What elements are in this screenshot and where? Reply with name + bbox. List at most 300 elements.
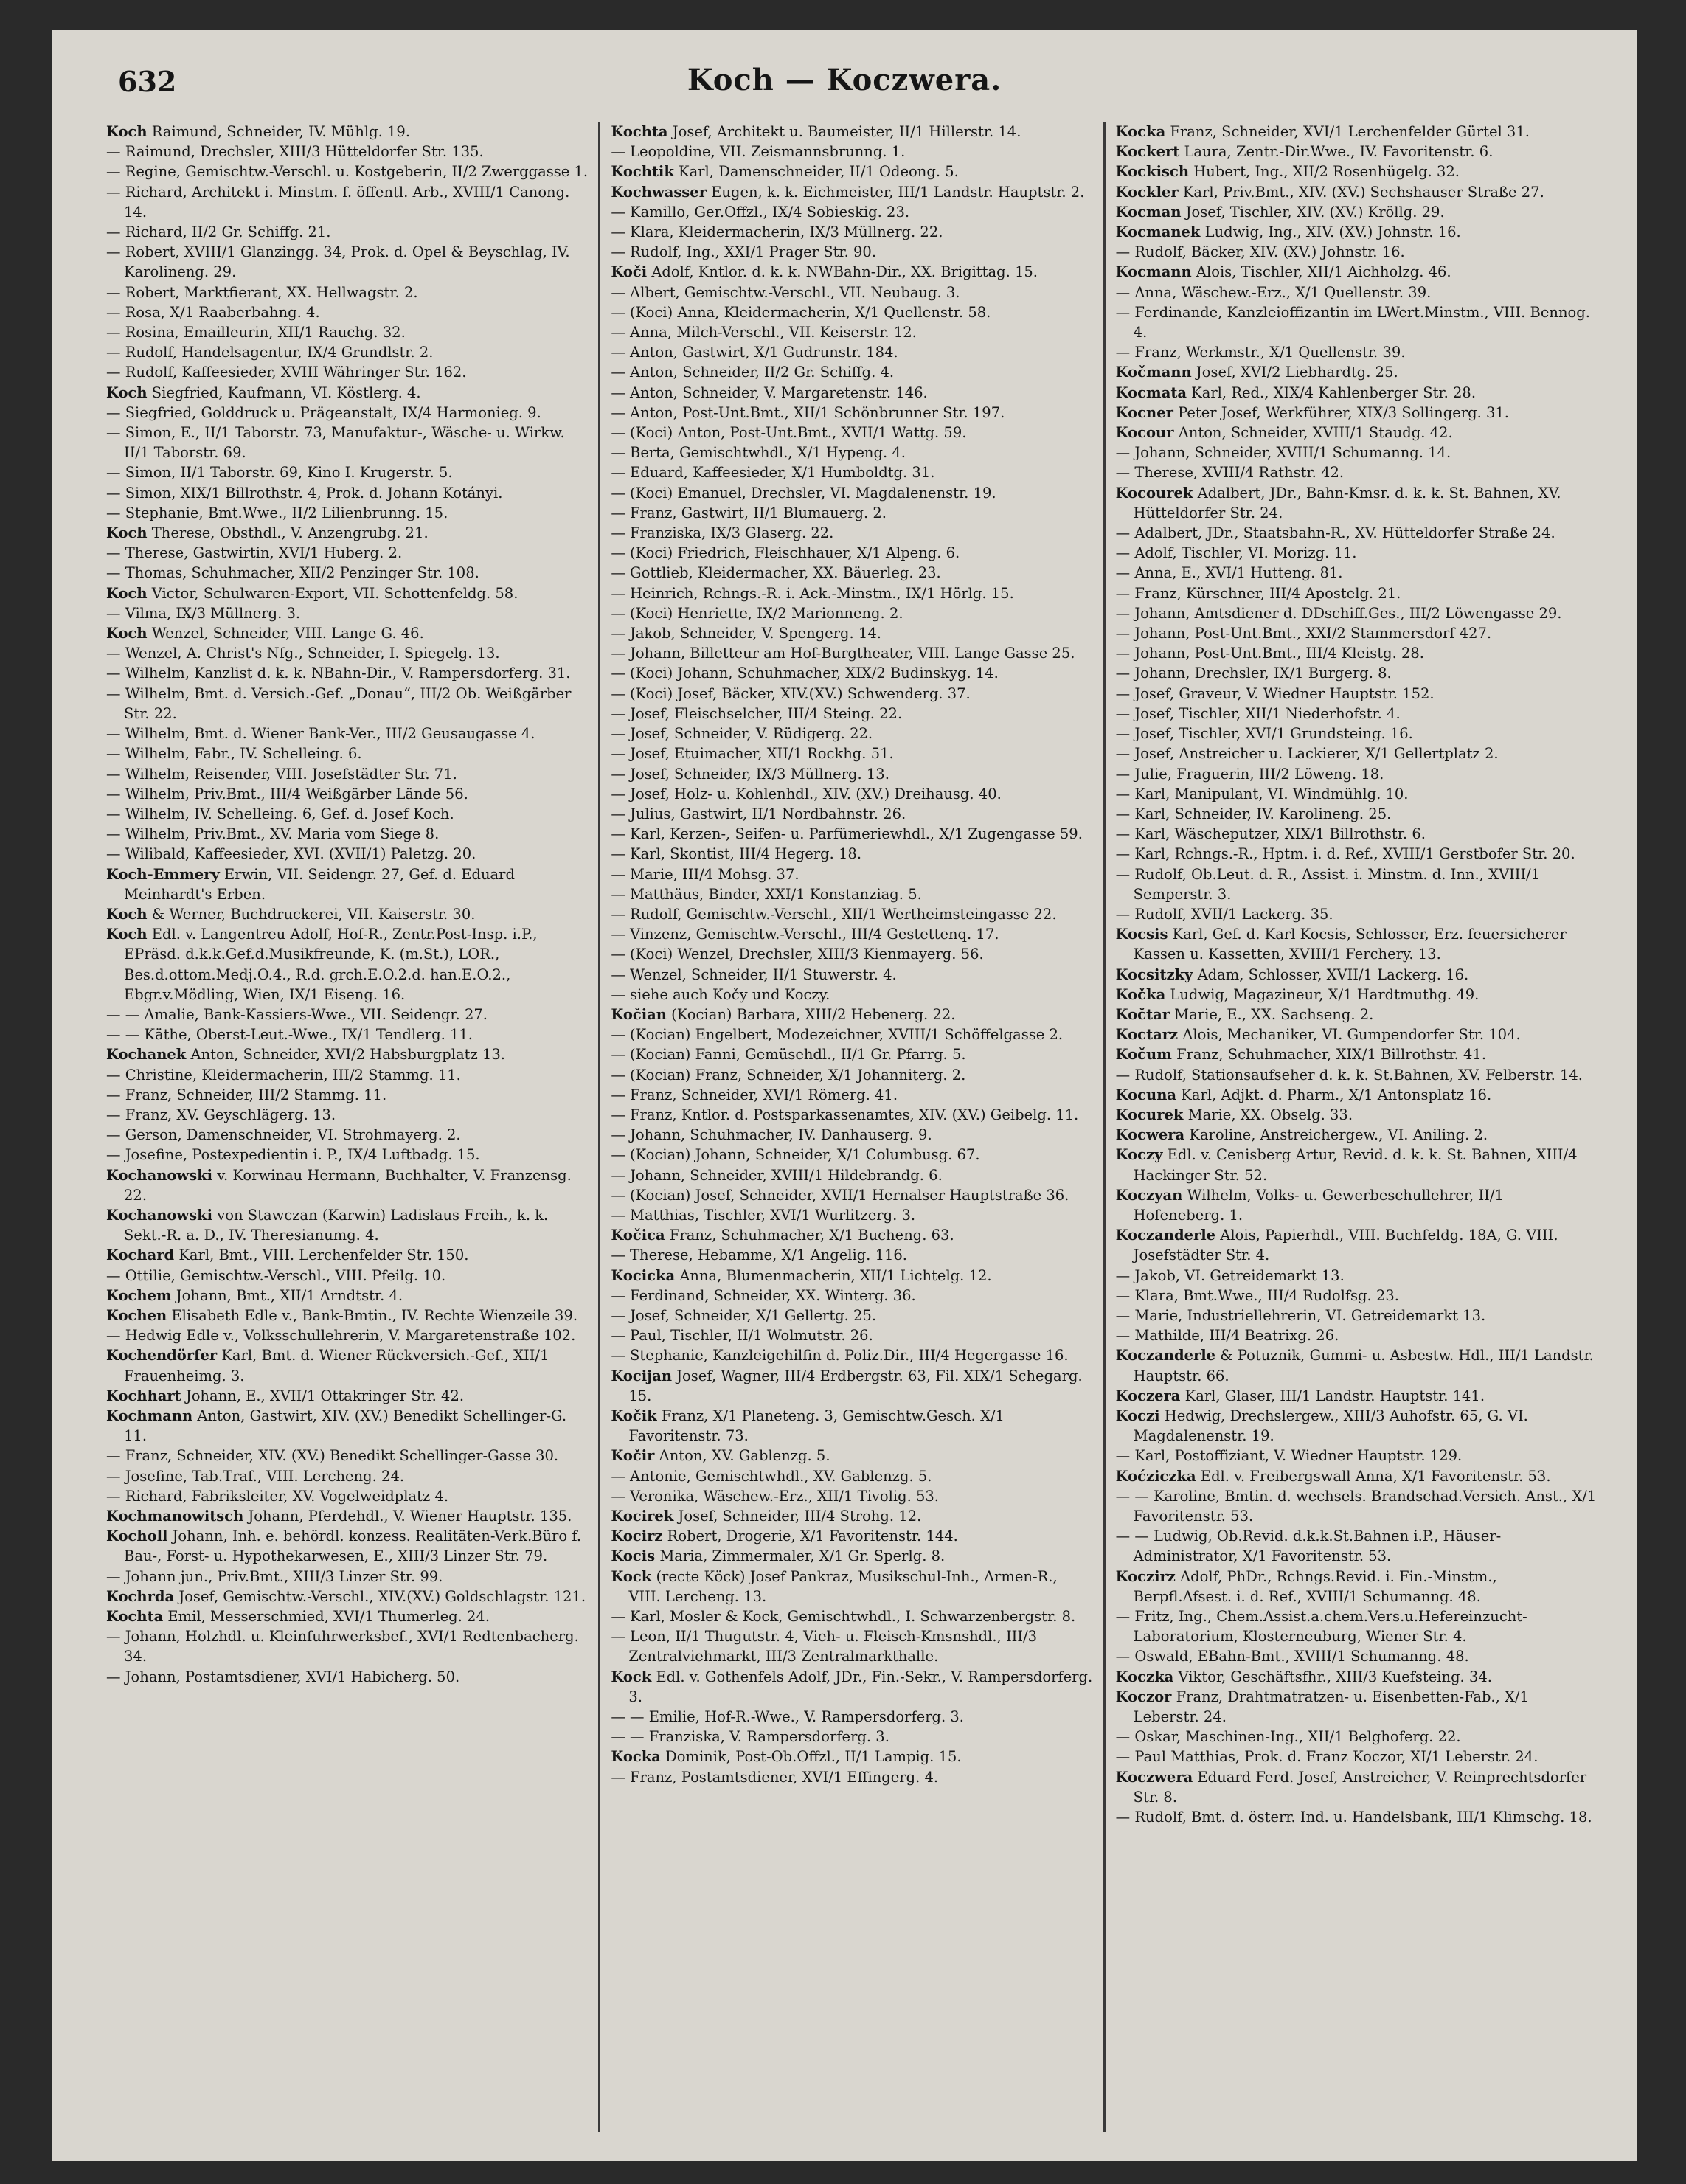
directory-entry — [611, 1306, 1092, 1325]
entry-text: Alois, Mechaniker, VI. Gumpendorfer Str. 104. — [1178, 1026, 1521, 1044]
directory-entry — [611, 242, 1092, 262]
directory-entry — [611, 222, 1092, 242]
directory-entry — [1116, 704, 1597, 724]
entry-text: — Rudolf, Ob.Leut. d. R., Assist. i. Minstm. d. Inn., XVIII/1 Semperstr. 3. — [1115, 865, 1541, 903]
directory-entry — [106, 423, 588, 462]
directory-entry — [106, 1165, 588, 1205]
entry-text: — Franz, Schneider, III/2 Stammg. 11. — [106, 1086, 387, 1103]
directory-entry — [611, 1025, 1092, 1044]
directory-entry — [611, 884, 1092, 904]
directory-entry — [611, 784, 1092, 804]
entry-text: — Josef, Anstreicher u. Lackierer, X/1 Gellertplatz 2. — [1115, 745, 1499, 763]
directory-entry — [611, 1626, 1092, 1666]
entry-text: — Karl, Wäscheputzer, XIX/1 Billrothstr. 6. — [1115, 825, 1426, 843]
directory-entry — [106, 623, 588, 643]
entry-text: Alois, Tischler, XII/1 Aichholzg. 46. — [1191, 263, 1451, 281]
entry-text: — Franz, Schneider, XIV. (XV.) Benedikt Schellinger-Gasse 30. — [106, 1447, 559, 1465]
entry-text: — Ottilie, Gemischtw.-Verschl., VIII. Pfeilg. 10. — [106, 1266, 446, 1284]
entry-text: — (Koci) Josef, Bäcker, XIV.(XV.) Schwenderg. 37. — [611, 684, 971, 702]
directory-entry — [106, 322, 588, 342]
directory-entry — [1116, 302, 1597, 342]
entry-text: von Stawczan (Karwin) Ladislaus Freih., k. k. Sekt.-R. a. D., IV. Theresianumg. 4. — [124, 1206, 549, 1244]
entry-text: — Johann, Schneider, XVIII/1 Schumanng. 14. — [1115, 444, 1451, 462]
entry-text: — Josef, Schneider, IX/3 Müllnerg. 13. — [611, 765, 889, 783]
directory-entry — [611, 1005, 1092, 1025]
entry-surname: Kočum — [1115, 1046, 1172, 1064]
directory-entry — [1116, 643, 1597, 663]
entry-surname: Kochanowski — [106, 1166, 213, 1184]
directory-entry — [106, 1626, 588, 1666]
entry-text: — Karl, Manipulant, VI. Windmühlg. 10. — [1115, 785, 1409, 802]
directory-entry — [1116, 743, 1597, 763]
directory-entry — [1116, 764, 1597, 784]
directory-entry — [106, 1587, 588, 1606]
entry-text: — Rudolf, XVII/1 Lackerg. 35. — [1115, 905, 1333, 923]
entry-surname: Kocmanek — [1115, 223, 1201, 241]
entry-text: Dominik, Post-Ob.Offzl., II/1 Lampig. 15. — [660, 1748, 962, 1766]
entry-surname: Kochanowski — [106, 1206, 213, 1224]
entry-text: — Rudolf, Kaffeesieder, XVIII Währinger Str. 162. — [106, 364, 467, 381]
entry-surname: Kochem — [106, 1286, 172, 1304]
entry-text: Siegfried, Kaufmann, VI. Köstlerg. 4. — [147, 384, 421, 401]
entry-text: — — Ludwig, Ob.Revid. d.k.k.St.Bahnen i.P., Häuser-Administrator, X/1 Favoritenstr. 53. — [1115, 1528, 1502, 1565]
column-3 — [1103, 122, 1608, 2132]
entry-text: — Anna, E., XVI/1 Hutteng. 81. — [1115, 564, 1343, 582]
entry-text: — Oswald, EBahn-Bmt., XVIII/1 Schumanng. 48. — [1115, 1648, 1469, 1665]
entry-text: — Klara, Kleidermacherin, IX/3 Müllnerg. 22. — [611, 223, 943, 241]
entry-surname: Kočmann — [1115, 364, 1192, 381]
directory-entry — [611, 1125, 1092, 1145]
entry-text: Alois, Papierhdl., VIII. Buchfeldg. 18A, G. VIII. Josefstädter Str. 4. — [1133, 1227, 1558, 1264]
entry-text: — Rudolf, Bmt. d. österr. Ind. u. Handelsbank, III/1 Klimschg. 18. — [1115, 1809, 1592, 1826]
entry-surname: Koczwera — [1115, 1768, 1193, 1786]
directory-entry — [106, 764, 588, 784]
entry-surname: Kocurek — [1115, 1106, 1184, 1123]
entry-text: Adolf, Kntlor. d. k. k. NWBahn-Dir., XX. Brigittag. 15. — [647, 263, 1038, 281]
entry-text: — Therese, Hebamme, X/1 Angelig. 116. — [611, 1247, 908, 1264]
entry-text: — Anna, Wäschew.-Erz., X/1 Quellenstr. 39. — [1115, 283, 1432, 301]
directory-entry — [611, 764, 1092, 784]
directory-entry — [1116, 403, 1597, 423]
entry-surname: Kochen — [106, 1306, 167, 1324]
directory-entry — [1116, 1486, 1597, 1526]
directory-entry — [611, 383, 1092, 403]
entry-text: — Wilhelm, Fabr., IV. Schelleing. 6. — [106, 745, 362, 763]
directory-entry — [1116, 1567, 1597, 1606]
entry-surname: Kochmanowitsch — [106, 1508, 244, 1525]
entry-surname: Koch — [106, 123, 148, 140]
entry-text: Anton, Schneider, XVIII/1 Staudg. 42. — [1173, 424, 1453, 442]
directory-entry — [106, 1266, 588, 1286]
entry-surname: Kocka — [1115, 123, 1166, 140]
directory-entry — [611, 1546, 1092, 1566]
directory-entry — [106, 904, 588, 924]
directory-entry — [611, 743, 1092, 763]
entry-text: — Gerson, Damenschneider, VI. Strohmayerg. 2. — [106, 1126, 461, 1144]
directory-entry — [1116, 1646, 1597, 1666]
directory-entry — [1116, 1225, 1597, 1265]
directory-entry — [611, 1165, 1092, 1185]
entry-text: — Wilhelm, Priv.Bmt., III/4 Weißgärber Lände 56. — [106, 785, 468, 802]
directory-entry — [611, 322, 1092, 342]
entry-surname: Kocirek — [611, 1508, 674, 1525]
directory-entry — [611, 523, 1092, 543]
directory-entry — [106, 122, 588, 142]
directory-entry — [1116, 462, 1597, 482]
directory-entry — [106, 1446, 588, 1466]
directory-entry — [1116, 844, 1597, 864]
directory-entry — [106, 1286, 588, 1306]
entry-text: — Franziska, IX/3 Glaserg. 22. — [611, 524, 834, 542]
entry-text: — Christine, Kleidermacherin, III/2 Stammg. 11. — [106, 1066, 461, 1084]
entry-text: — Julie, Fraguerin, III/2 Löweng. 18. — [1115, 765, 1384, 783]
entry-text: — Therese, XVIII/4 Rathstr. 42. — [1115, 464, 1345, 482]
entry-surname: Koch — [106, 384, 148, 401]
entry-text: — Karl, Skontist, III/4 Hegerg. 18. — [611, 845, 862, 863]
directory-entry — [106, 403, 588, 423]
entry-text: Johann, E., XVII/1 Ottakringer Str. 42. — [181, 1387, 465, 1404]
entry-text: — Karl, Mosler & Kock, Gemischtwhdl., I. Schwarzenbergstr. 8. — [611, 1608, 1076, 1626]
directory-entry — [611, 1145, 1092, 1165]
directory-entry — [611, 623, 1092, 643]
entry-text: Adam, Schlosser, XVII/1 Lackerg. 16. — [1193, 966, 1469, 983]
entry-surname: Kocsitzky — [1115, 966, 1193, 983]
directory-entry — [611, 462, 1092, 482]
entry-text: — Stephanie, Kanzleigehilfin d. Poliz.Dir., III/4 Hegergasse 16. — [611, 1347, 1069, 1365]
entry-surname: Kocijan — [611, 1367, 673, 1384]
entry-text: — Klara, Bmt.Wwe., III/4 Rudolfsg. 23. — [1115, 1286, 1399, 1304]
directory-entry — [1116, 1466, 1597, 1486]
entry-surname: Kocsis — [1115, 926, 1168, 943]
directory-entry — [1116, 965, 1597, 985]
entry-text: Marie, E., XX. Sachseng. 2. — [1169, 1005, 1374, 1023]
entry-text: — Josef, Tischler, XVI/1 Grundsteing. 16. — [1115, 725, 1413, 743]
directory-entry — [1116, 724, 1597, 743]
entry-text: Josef, XVI/2 Liebhardtg. 25. — [1191, 364, 1398, 381]
entry-text: — Wenzel, Schneider, II/1 Stuwerstr. 4. — [611, 966, 897, 983]
entry-text: — Rudolf, Bäcker, XIV. (XV.) Johnstr. 16. — [1115, 243, 1405, 261]
directory-entry — [106, 342, 588, 362]
directory-entry — [1116, 864, 1597, 904]
directory-entry — [106, 1526, 588, 1566]
entry-text: — Heinrich, Rchngs.-R. i. Ack.-Minstm., IX/1 Hörlg. 15. — [611, 584, 1014, 602]
entry-text: — Anna, Milch-Verschl., VII. Keiserstr. 12. — [611, 324, 917, 342]
entry-text: Emil, Messerschmied, XVI/1 Thumerleg. 24. — [163, 1608, 490, 1626]
entry-text: — Simon, XIX/1 Billrothstr. 4, Prok. d. Johann Kotányi. — [106, 484, 503, 502]
directory-entry — [611, 1085, 1092, 1105]
directory-entry — [1116, 603, 1597, 623]
entry-text: — Josef, Graveur, V. Wiedner Hauptstr. 152. — [1115, 684, 1435, 702]
directory-entry — [1116, 684, 1597, 704]
directory-entry — [1116, 443, 1597, 462]
directory-entry — [106, 162, 588, 181]
entry-surname: Koćziczka — [1115, 1467, 1196, 1485]
directory-entry — [106, 844, 588, 864]
directory-entry — [106, 1025, 588, 1044]
page-number: 632 — [118, 65, 177, 98]
directory-entry — [611, 1245, 1092, 1265]
directory-entry — [1116, 784, 1597, 804]
entry-surname: Koczanderle — [1115, 1227, 1216, 1244]
entry-text: — Johann, Schneider, XVIII/1 Hildebrandg. 6. — [611, 1166, 943, 1184]
directory-entry — [106, 1406, 588, 1446]
entry-surname: Kocner — [1115, 403, 1173, 421]
entry-surname: Koch — [106, 625, 148, 642]
entry-text: Edl. v. Freibergswall Anna, X/1 Favoritenstr. 53. — [1196, 1467, 1551, 1485]
entry-text: Ludwig, Ing., XIV. (XV.) Johnstr. 16. — [1200, 223, 1461, 241]
directory-entry — [611, 1727, 1092, 1747]
directory-entry — [106, 1085, 588, 1105]
entry-surname: Koch — [106, 584, 148, 602]
entry-text: — Rudolf, Gemischtw.-Verschl., XII/1 Wertheimsteingasse 22. — [611, 905, 1057, 923]
directory-entry — [1116, 342, 1597, 362]
entry-surname: Kochrda — [106, 1587, 175, 1605]
directory-entry — [611, 342, 1092, 362]
entry-text: — Marie, Industriellehrerin, VI. Getreidemarkt 13. — [1115, 1306, 1486, 1324]
entry-text: — Paul Matthias, Prok. d. Franz Koczor, XI/1 Leberstr. 24. — [1115, 1748, 1538, 1766]
directory-entry — [1116, 362, 1597, 382]
entry-text: — Simon, II/1 Taborstr. 69, Kino I. Krugerstr. 5. — [106, 464, 453, 482]
entry-text: — Marie, III/4 Mohsg. 37. — [611, 865, 799, 883]
entry-surname: Kochwasser — [611, 183, 707, 201]
entry-text: Anna, Blumenmacherin, XII/1 Lichtelg. 12. — [675, 1266, 992, 1284]
directory-entry — [611, 1667, 1092, 1707]
directory-entry — [106, 222, 588, 242]
directory-entry — [106, 483, 588, 503]
directory-entry — [1116, 1325, 1597, 1345]
entry-text: Anton, Schneider, XVI/2 Habsburgplatz 13. — [186, 1046, 505, 1064]
entry-surname: Koczirz — [1115, 1567, 1176, 1585]
entry-surname: Koči — [611, 263, 648, 281]
entry-surname: Koch — [106, 926, 148, 943]
directory-entry — [106, 724, 588, 743]
directory-entry — [1116, 1446, 1597, 1466]
directory-entry — [611, 924, 1092, 944]
entry-text: Karl, Glaser, III/1 Landstr. Hauptstr. 141. — [1180, 1387, 1485, 1404]
directory-entry — [611, 1225, 1092, 1245]
directory-entry — [611, 1286, 1092, 1306]
directory-entry — [106, 643, 588, 663]
directory-entry — [611, 182, 1092, 202]
directory-entry — [1116, 1727, 1597, 1747]
directory-entry — [611, 1526, 1092, 1546]
directory-entry — [1116, 1807, 1597, 1827]
entry-surname: Koctarz — [1115, 1026, 1179, 1044]
entry-surname: Kočik — [611, 1407, 657, 1424]
entry-text: — (Koci) Henriette, IX/2 Marionneng. 2. — [611, 604, 903, 622]
entry-text: — Vilma, IX/3 Müllnerg. 3. — [106, 604, 301, 622]
entry-text: — Karl, Kerzen-, Seifen- u. Parfümeriewhdl., X/1 Zugengasse 59. — [611, 825, 1083, 843]
entry-text: — (Kocian) Franz, Schneider, X/1 Johanniterg. 2. — [611, 1066, 966, 1084]
directory-entry — [611, 704, 1092, 724]
entry-surname: Kočian — [611, 1005, 667, 1023]
directory-entry — [611, 1506, 1092, 1526]
directory-entry — [611, 362, 1092, 382]
directory-entry — [611, 663, 1092, 683]
directory-entry — [1116, 1105, 1597, 1125]
directory-entry — [611, 443, 1092, 462]
directory-entry — [611, 262, 1092, 282]
directory-entry — [611, 844, 1092, 864]
entry-text: — Jakob, Schneider, V. Spengerg. 14. — [611, 625, 881, 642]
directory-entry — [1116, 162, 1597, 181]
directory-entry — [106, 1506, 588, 1526]
directory-entry — [611, 1567, 1092, 1606]
entry-text: — Johann, Schuhmacher, IV. Danhauserg. 9. — [611, 1126, 932, 1144]
entry-text: — Raimund, Drechsler, XIII/3 Hütteldorfer Str. 135. — [106, 143, 484, 161]
directory-entry — [106, 784, 588, 804]
directory-entry — [1116, 222, 1597, 242]
entry-text: — (Kocian) Engelbert, Modezeichner, XVIII/1 Schöffelgasse 2. — [611, 1026, 1064, 1044]
entry-text: Robert, Drogerie, X/1 Favoritenstr. 144. — [662, 1528, 958, 1545]
directory-entry — [611, 944, 1092, 964]
directory-entry — [106, 924, 588, 1005]
entry-text: Karoline, Anstreichergew., VI. Aniling. 2. — [1184, 1126, 1488, 1144]
directory-entry — [106, 1145, 588, 1165]
entry-text: — Johann, Post-Unt.Bmt., XXI/2 Stammersdorf 427. — [1115, 625, 1492, 642]
entry-text: Anton, XV. Gablenzg. 5. — [654, 1447, 830, 1465]
entry-text: Hubert, Ing., XII/2 Rosenhügelg. 32. — [1189, 163, 1460, 181]
entry-text: Karl, Adjkt. d. Pharm., X/1 Antonsplatz 16. — [1176, 1086, 1492, 1103]
directory-entry — [106, 362, 588, 382]
entry-text: — Eduard, Kaffeesieder, X/1 Humboldtg. 31. — [611, 464, 935, 482]
directory-entry — [1116, 282, 1597, 302]
entry-text: — Berta, Gemischtwhdl., X/1 Hypeng. 4. — [611, 444, 906, 462]
entry-text: — Josef, Fleischselcher, III/4 Steing. 22. — [611, 704, 903, 722]
entry-text: Erwin, VII. Seidengr. 27, Gef. d. Eduard Meinhardt's Erben. — [124, 865, 515, 903]
directory-entry — [1116, 1286, 1597, 1306]
directory-entry — [106, 503, 588, 523]
entry-surname: Kocis — [611, 1547, 656, 1565]
directory-entry — [1116, 1406, 1597, 1446]
column-1 — [96, 122, 598, 2132]
entry-surname: Kočka — [1115, 985, 1166, 1003]
entry-surname: Koch-Emmery — [106, 865, 220, 883]
entry-text: — Antonie, Gemischtwhdl., XV. Gablenzg. 5. — [611, 1467, 932, 1485]
entry-text: — (Koci) Johann, Schuhmacher, XIX/2 Budinskyg. 14. — [611, 665, 999, 682]
directory-entry — [106, 1205, 588, 1245]
entry-text: — Stephanie, Bmt.Wwe., II/2 Lilienbrunng. 15. — [106, 504, 448, 521]
entry-text: Franz, Drahtmatratzen- u. Eisenbetten-Fab., X/1 Leberstr. 24. — [1133, 1688, 1529, 1726]
directory-entry — [106, 563, 588, 583]
entry-text: — Johann, Billetteur am Hof-Burgtheater, VIII. Lange Gasse 25. — [611, 645, 1075, 662]
directory-entry — [106, 1606, 588, 1626]
directory-entry — [611, 1486, 1092, 1506]
directory-entry — [611, 423, 1092, 443]
entry-text: Eduard Ferd. Josef, Anstreicher, V. Reinprechtsdorfer Str. 8. — [1133, 1768, 1587, 1806]
entry-text: Josef, Tischler, XIV. (XV.) Kröllg. 29. — [1181, 203, 1445, 221]
entry-text: — Wilhelm, Bmt. d. Versich.-Gef. „Donau“, III/2 Ob. Weißgärber Str. 22. — [106, 684, 572, 722]
directory-entry — [611, 1325, 1092, 1345]
entry-text: (Kocian) Barbara, XIII/2 Hebenerg. 22. — [666, 1005, 956, 1023]
entry-text: — Rosa, X/1 Raaberbahng. 4. — [106, 303, 320, 321]
directory-entry — [611, 142, 1092, 162]
entry-text: — Wilhelm, Reisender, VIII. Josefstädter Str. 71. — [106, 765, 457, 783]
entry-text: Laura, Zentr.-Dir.Wwe., IV. Favoritenstr. 6. — [1179, 143, 1494, 161]
entry-text: — Veronika, Wäschew.-Erz., XII/1 Tivolig. 53. — [611, 1487, 939, 1505]
directory-entry — [611, 684, 1092, 704]
directory-entry — [106, 142, 588, 162]
entry-text: Ludwig, Magazineur, X/1 Hardtmuthg. 49. — [1165, 985, 1479, 1003]
entry-text: — Vinzenz, Gemischtw.-Verschl., III/4 Gestettenq. 17. — [611, 926, 999, 943]
entry-text: — Richard, Fabriksleiter, XV. Vogelweidplatz 4. — [106, 1487, 449, 1505]
directory-entry — [1116, 985, 1597, 1005]
entry-text: — (Koci) Anna, Kleidermacherin, X/1 Quellenstr. 58. — [611, 303, 991, 321]
directory-entry — [106, 302, 588, 322]
directory-entry — [106, 1306, 588, 1325]
entry-text: Karl, Gef. d. Karl Kocsis, Schlosser, Erz. feuersicherer Kassen u. Kassetten, XVIII/1 Ferchery. 13. — [1133, 926, 1567, 963]
column-2 — [598, 122, 1103, 2132]
entry-text: — Rudolf, Handelsagentur, IX/4 Grundlstr. 2. — [106, 344, 434, 361]
directory-entry — [611, 1345, 1092, 1365]
entry-text: — (Kocian) Johann, Schneider, X/1 Columbusg. 67. — [611, 1146, 980, 1164]
entry-text: — Robert, Marktfierant, XX. Hellwagstr. 2. — [106, 283, 418, 301]
entry-text: Adolf, PhDr., Rchngs.Revid. i. Fin.-Minstm., Berpfl.Afsest. i. d. Ref., XVIII/1 Schumanng. 48. — [1133, 1567, 1497, 1605]
entry-text: Edl. v. Cenisberg Artur, Revid. d. k. k. St. Bahnen, XIII/4 Hackinger Str. 52. — [1133, 1146, 1578, 1184]
directory-entry — [1116, 1025, 1597, 1044]
entry-text: Franz, Schuhmacher, X/1 Bucheng. 63. — [665, 1227, 954, 1244]
directory-entry — [1116, 142, 1597, 162]
entry-text: — Siegfried, Golddruck u. Prägeanstalt, IX/4 Harmonieg. 9. — [106, 403, 541, 421]
directory-entry — [106, 1386, 588, 1406]
entry-text: — Josef, Schneider, X/1 Gellertg. 25. — [611, 1306, 877, 1324]
directory-entry — [106, 242, 588, 282]
entry-text: — Kamillo, Ger.Offzl., IX/4 Sobieskig. 23. — [611, 203, 910, 221]
directory-entry — [611, 965, 1092, 985]
entry-text: Josef, Schneider, III/4 Strohg. 12. — [673, 1508, 922, 1525]
entry-text: — Josefine, Tab.Traf., VIII. Lercheng. 24. — [106, 1467, 405, 1485]
entry-surname: Kock — [611, 1668, 652, 1685]
entry-surname: Kocicka — [611, 1266, 676, 1284]
directory-entry — [611, 643, 1092, 663]
entry-text: Adalbert, JDr., Bahn-Kmsr. d. k. k. St. Bahnen, XV. Hütteldorfer Str. 24. — [1133, 484, 1561, 521]
entry-text: Franz, Schneider, XVI/1 Lerchenfelder Gürtel 31. — [1165, 123, 1530, 140]
directory-entry — [106, 1245, 588, 1265]
directory-entry — [611, 1205, 1092, 1225]
entry-text: — Adalbert, JDr., Staatsbahn-R., XV. Hütteldorfer Straße 24. — [1115, 524, 1555, 542]
directory-entry — [1116, 423, 1597, 443]
directory-entry — [611, 403, 1092, 423]
entry-text: Franz, Schuhmacher, XIX/1 Billrothstr. 41. — [1171, 1046, 1487, 1064]
directory-entry — [1116, 583, 1597, 603]
directory-entry — [611, 1446, 1092, 1466]
entry-text: Therese, Obsthdl., V. Anzengrubg. 21. — [147, 524, 429, 542]
entry-text: — Richard, II/2 Gr. Schiffg. 21. — [106, 223, 331, 241]
directory-entry — [106, 824, 588, 844]
entry-text: Marie, XX. Obselg. 33. — [1183, 1106, 1353, 1123]
entry-surname: Koczi — [1115, 1407, 1160, 1424]
entry-text: — (Koci) Friedrich, Fleischhauer, X/1 Alpeng. 6. — [611, 544, 960, 562]
entry-surname: Kockisch — [1115, 163, 1190, 181]
directory-entry — [106, 1466, 588, 1486]
directory-entry — [611, 282, 1092, 302]
directory-entry — [106, 663, 588, 683]
entry-text: — Ferdinand, Schneider, XX. Winterg. 36. — [611, 1286, 916, 1304]
directory-entry — [1116, 1185, 1597, 1225]
directory-entry — [1116, 1085, 1597, 1105]
entry-text: v. Korwinau Hermann, Buchhalter, V. Franzensg. 22. — [124, 1166, 572, 1204]
entry-text: Karl, Bmt. d. Wiener Rückversich.-Gef., XII/1 Frauenheimg. 3. — [124, 1347, 549, 1384]
directory-entry — [1116, 663, 1597, 683]
entry-text: — siehe auch Kočy und Koczy. — [611, 985, 830, 1003]
directory-entry — [611, 904, 1092, 924]
entry-text: — Wilhelm, IV. Schelleing. 6, Gef. d. Josef Koch. — [106, 805, 454, 822]
directory-entry — [106, 182, 588, 222]
directory-entry — [1116, 523, 1597, 543]
directory-entry — [611, 543, 1092, 563]
entry-text: — Anton, Post-Unt.Bmt., XII/1 Schönbrunner Str. 197. — [611, 403, 1005, 421]
entry-text: Edl. v. Langentreu Adolf, Hof-R., Zentr.Post-Insp. i.P., EPräsd. d.k.k.Gef.d.Musikfreunde, K. (m.St.), LOR., Bes.d.ottom.Medj.O.4., R.d. grch.E.O.2.d. han.E.O.2., Ebgr.v.Mödling, Wien, IX/1 Eiseng. 16. — [124, 926, 538, 1003]
